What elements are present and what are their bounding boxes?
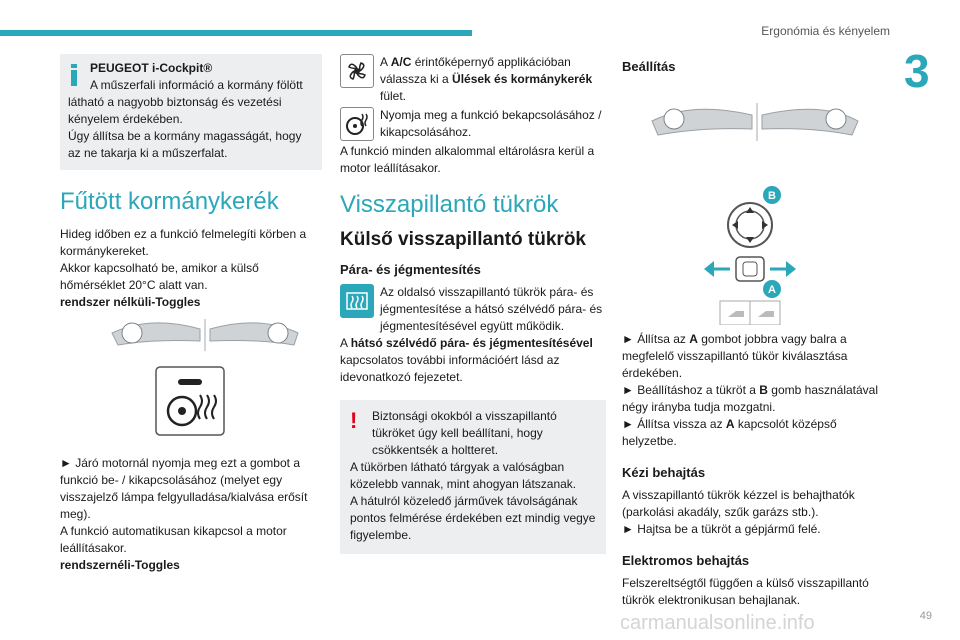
text: A bbox=[689, 332, 698, 346]
info-title: PEUGEOT i-Cockpit® bbox=[90, 61, 213, 75]
section-heading: Fűtött kormánykerék bbox=[60, 188, 279, 215]
ac-instruction bbox=[340, 54, 606, 105]
text: érintőképernyő applikációban válassza ki a bbox=[380, 55, 571, 86]
paragraph: A funkció minden alkalommal eltárolásra kerül a motor leállításakor. bbox=[340, 144, 595, 175]
chapter-number: 3 bbox=[904, 45, 930, 97]
warning-line: Biztonsági okokból a visszapillantó tükröket úgy kell beállítani, hogy csökkentsék a holtteret. bbox=[372, 409, 557, 457]
label: rendszer nélküli-Toggles bbox=[60, 295, 201, 309]
page-number: 49 bbox=[919, 610, 932, 622]
header-title: Ergonómia és kényelem bbox=[761, 24, 890, 38]
info-rest2: Úgy állítsa be a kormány magasságát, hogy az ne takarja ki a műszerfalat. bbox=[68, 129, 302, 160]
info-rest: látható a nagyobb biztonság és vezetési kényelem érdekében. bbox=[68, 95, 282, 126]
steering-wheel-figure bbox=[60, 311, 322, 449]
minor-heading: Elektromos behajtás bbox=[622, 553, 750, 568]
warning-line: A hátulról közeledő járművek távolságának pontos felmérése érdekében ezt mindig vegye figyelembe. bbox=[350, 494, 596, 542]
label-b: B bbox=[768, 190, 776, 202]
text: gomb használatával négy irányba tudja mozgatni. bbox=[622, 383, 879, 414]
steering-wheel-illustration bbox=[60, 311, 322, 449]
paragraph: Nyomja meg a funkció bekapcsolásához / kikapcsolásához. bbox=[380, 108, 602, 139]
column-3 bbox=[622, 54, 888, 609]
section-heading: Visszapillantó tükrök bbox=[340, 191, 559, 218]
text: kapcsolatos további információért lásd az idevonatkozó fejezetet. bbox=[340, 353, 560, 384]
warning-line: A tükörben látható tárgyak a valóságban közelebb vannak, mint ahogyan látszanak. bbox=[350, 460, 577, 491]
mirror-control-figure bbox=[622, 81, 888, 325]
text: A bbox=[380, 55, 391, 69]
info-icon bbox=[68, 64, 80, 86]
text: ► Állítsa vissza az bbox=[622, 417, 726, 431]
text: Ülések és kormánykerék bbox=[452, 72, 593, 86]
minor-heading: Pára- és jégmentesítés bbox=[340, 262, 481, 277]
text: ► Állítsa az bbox=[622, 332, 690, 346]
text: B bbox=[759, 383, 768, 397]
label-a: A bbox=[768, 284, 776, 296]
column-2 bbox=[340, 54, 606, 554]
warning-box bbox=[340, 400, 606, 554]
heated-steering-wheel-icon bbox=[340, 107, 374, 141]
paragraph: A funkció automatikusan kikapcsol a motor leállításakor. bbox=[60, 524, 287, 555]
text: fület. bbox=[380, 89, 407, 103]
paragraph: Hideg időben ez a funkció felmelegíti körben a kormánykereket. bbox=[60, 227, 307, 258]
paragraph: Az oldalsó visszapillantó tükrök pára- és jégmentesítése a hátsó szélvédő pára- és jégmentesítésével együtt működik. bbox=[380, 285, 603, 333]
text: ► Beállításhoz a tükröt a bbox=[622, 383, 760, 397]
text: hátsó szélvédő pára- és jégmentesítésével bbox=[350, 336, 593, 350]
press-instruction bbox=[340, 107, 606, 143]
paragraph: Akkor kapcsolható be, amikor a külső hőmérséklet 20°C alatt van. bbox=[60, 261, 259, 292]
minor-heading: Beállítás bbox=[622, 59, 676, 74]
warning-icon: ! bbox=[350, 408, 358, 433]
paragraph: Felszereltségtől függően a külső visszapillantó tükrök elektronikusan behajlanak. bbox=[622, 576, 869, 607]
watermark: carmanualsonline.info bbox=[620, 612, 815, 634]
paragraph: ► Járó motornál nyomja meg ezt a gombot a funkció be- / kikapcsolásához (melyet egy visszajelző lámpa felgyulladása/kialvása erősít meg). bbox=[60, 456, 308, 521]
defrost-instruction bbox=[340, 284, 606, 335]
minor-heading: Kézi behajtás bbox=[622, 465, 706, 480]
rear-defrost-icon bbox=[340, 284, 374, 318]
text: A bbox=[340, 336, 351, 350]
info-line1: A műszerfali információ a kormány fölött bbox=[90, 78, 303, 92]
label: rendszernéli-Toggles bbox=[60, 558, 180, 572]
text: gombot jobbra vagy balra a megfelelő visszapillantó tükör kiválasztása érdekében. bbox=[622, 332, 848, 380]
header-accent-bar bbox=[0, 30, 472, 36]
mirror-control-illustration bbox=[622, 81, 888, 325]
paragraph: ► Hajtsa be a tükröt a gépjármű felé. bbox=[622, 522, 821, 536]
text: kapcsolót középső helyzetbe. bbox=[622, 417, 837, 448]
text: A bbox=[725, 417, 735, 431]
info-box bbox=[60, 54, 322, 170]
text: A/C bbox=[390, 55, 412, 69]
paragraph: A visszapillantó tükrök kézzel is behajthatók (parkolási akadály, szűk garázs stb.). bbox=[622, 488, 855, 519]
subheading: Külső visszapillantó tükrök bbox=[340, 229, 586, 250]
climate-fan-icon bbox=[340, 54, 374, 88]
column-1 bbox=[60, 54, 322, 574]
